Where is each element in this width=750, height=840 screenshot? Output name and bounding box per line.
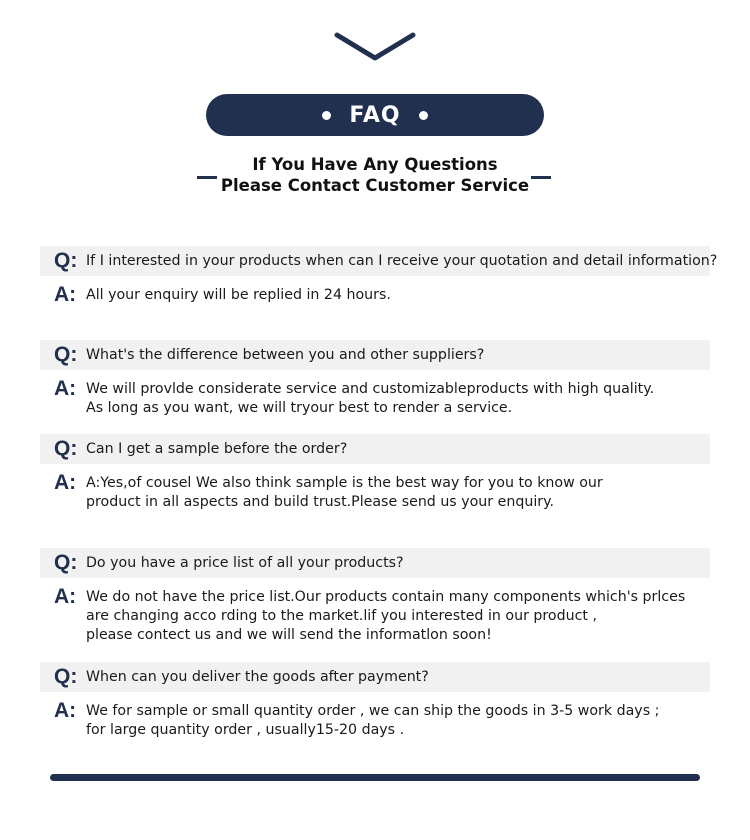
question-label: Q:	[54, 437, 78, 460]
bottom-divider	[50, 774, 700, 781]
answer-line: We for sample or small quantity order , we can ship the goods in 3-5 work days ;	[86, 703, 660, 719]
answer-line: are changing acco rding to the market.lif you interested in our product ,	[86, 608, 597, 624]
faq-answer-4	[40, 586, 710, 645]
answer-label: A:	[54, 471, 77, 494]
faq-answer-3	[40, 472, 710, 512]
question-text: If I interested in your products when can I receive your quotation and detail information?	[86, 253, 718, 269]
answer-line: As long as you want, we will tryour best to render a service.	[86, 400, 513, 416]
answer-label: A:	[54, 283, 77, 306]
faq-question-1	[40, 246, 718, 276]
answer-line: A:Yes,of cousel We also think sample is the best way for you to know our	[86, 475, 603, 491]
faq-question-3	[40, 434, 710, 464]
answer-line: We do not have the price list.Our products contain many components which's prlces	[86, 589, 686, 605]
answer-label: A:	[54, 585, 77, 608]
faq-question-2	[40, 340, 710, 370]
badge-dot-right	[419, 111, 428, 120]
answer-label: A:	[54, 377, 77, 400]
faq-question-4	[40, 548, 710, 578]
question-label: Q:	[54, 665, 78, 688]
faq-answer-5	[40, 700, 710, 740]
question-text: What's the difference between you and other suppliers?	[86, 347, 485, 363]
answer-label: A:	[54, 699, 77, 722]
question-label: Q:	[54, 343, 78, 366]
answer-line: for large quantity order , usually15-20 days .	[86, 722, 405, 738]
faq-answer-1	[40, 284, 710, 306]
badge-dot-left	[322, 111, 331, 120]
subtitle-line-1: If You Have Any Questions	[252, 155, 498, 174]
faq-answer-2	[40, 378, 710, 418]
question-text: Do you have a price list of all your products?	[86, 555, 404, 571]
subtitle-line-2: Please Contact Customer Service	[220, 176, 530, 195]
answer-line: All your enquiry will be replied in 24 hours.	[86, 287, 391, 303]
question-label: Q:	[54, 249, 78, 272]
faq-badge-label: FAQ	[349, 102, 401, 128]
answer-line: We will provlde considerate service and customizableproducts with high quality.	[86, 381, 655, 397]
question-text: When can you deliver the goods after payment?	[86, 669, 429, 685]
faq-badge	[206, 94, 544, 136]
question-text: Can I get a sample before the order?	[86, 441, 348, 457]
chevron-down-icon	[333, 30, 417, 66]
faq-question-5	[40, 662, 710, 692]
answer-line: please contect us and we will send the informatlon soon!	[86, 627, 492, 643]
answer-line: product in all aspects and build trust.Please send us your enquiry.	[86, 494, 554, 510]
question-label: Q:	[54, 551, 78, 574]
subtitle	[0, 154, 750, 196]
